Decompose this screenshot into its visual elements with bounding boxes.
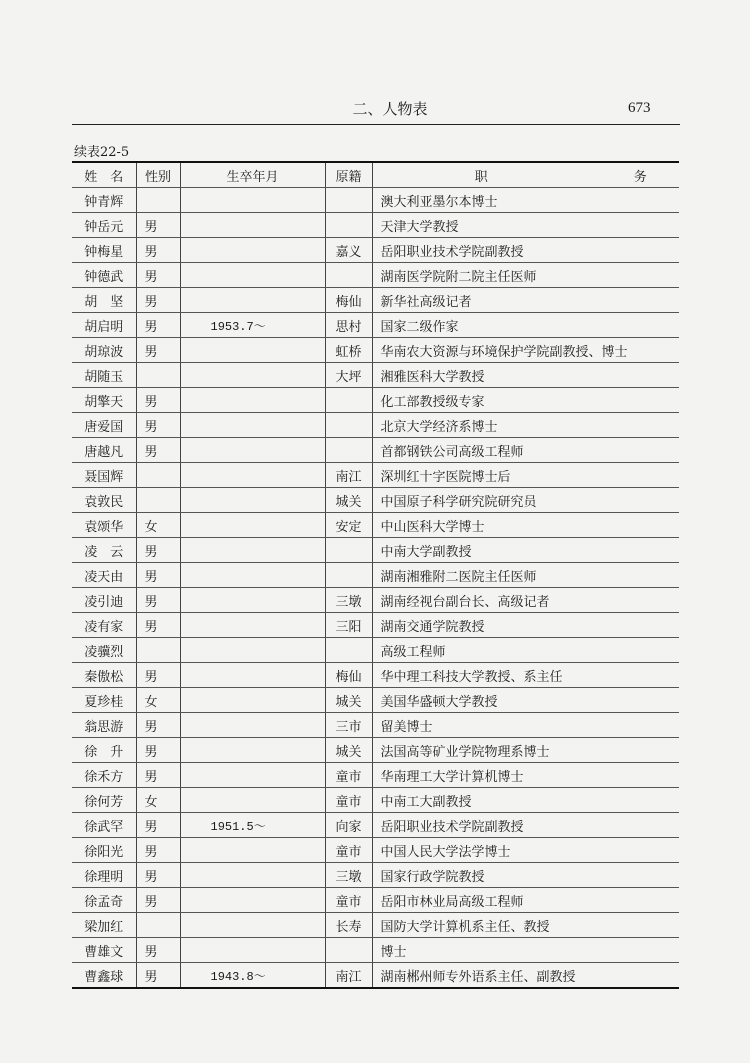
cell-person-name: 曹雄文 [72,938,136,963]
cell-position: 岳阳市林业局高级工程师 [372,888,679,913]
table-row [72,363,679,388]
cell-birth-death-dates [180,413,325,438]
cell-origin [325,538,372,563]
cell-origin [325,563,372,588]
cell-position: 新华社高级记者 [372,288,679,313]
cell-gender: 男 [136,888,180,913]
cell-gender: 男 [136,713,180,738]
cell-person-name: 胡擎天 [72,388,136,413]
cell-gender: 男 [136,538,180,563]
cell-birth-death-dates [180,463,325,488]
cell-gender [136,638,180,663]
cell-birth-death-dates [180,288,325,313]
table-row [72,838,679,863]
cell-origin: 童市 [325,838,372,863]
cell-origin [325,938,372,963]
cell-origin: 城关 [325,488,372,513]
cell-birth-death-dates [180,263,325,288]
header-rule [72,124,680,125]
cell-birth-death-dates: 1951.5～ [180,813,325,838]
cell-birth-death-dates [180,588,325,613]
cell-person-name: 秦傲松 [72,663,136,688]
cell-origin: 嘉义 [325,238,372,263]
cell-birth-death-dates [180,213,325,238]
column-header-name: 姓 名 [72,162,136,188]
cell-origin: 虹桥 [325,338,372,363]
cell-person-name: 凌骥烈 [72,638,136,663]
cell-position: 中南大学副教授 [372,538,679,563]
table-row [72,638,679,663]
cell-origin: 三墩 [325,588,372,613]
cell-position: 国家二级作家 [372,313,679,338]
cell-person-name: 夏珍桂 [72,688,136,713]
cell-position: 湖南经视台副台长、高级记者 [372,588,679,613]
table-body [72,188,679,989]
cell-birth-death-dates [180,188,325,213]
cell-origin: 南江 [325,963,372,989]
cell-birth-death-dates [180,713,325,738]
cell-person-name: 徐禾方 [72,763,136,788]
cell-birth-death-dates [180,238,325,263]
table-row [72,438,679,463]
cell-position: 岳阳职业技术学院副教授 [372,238,679,263]
section-title: 二、人物表 [352,100,428,118]
cell-birth-death-dates [180,863,325,888]
cell-person-name: 徐 升 [72,738,136,763]
cell-birth-death-dates [180,363,325,388]
cell-origin: 城关 [325,738,372,763]
cell-person-name: 凌引迪 [72,588,136,613]
cell-position: 湖南湘雅附二医院主任医师 [372,563,679,588]
table-row [72,588,679,613]
cell-person-name: 唐爱国 [72,413,136,438]
column-header-position-right: 务 [633,169,647,185]
cell-person-name: 钟青辉 [72,188,136,213]
table-row [72,663,679,688]
cell-gender: 男 [136,213,180,238]
table-row [72,513,679,538]
cell-origin: 童市 [325,788,372,813]
cell-origin: 三市 [325,713,372,738]
cell-person-name: 凌有家 [72,613,136,638]
cell-birth-death-dates [180,938,325,963]
cell-position: 岳阳职业技术学院副教授 [372,813,679,838]
cell-position: 天津大学教授 [372,213,679,238]
cell-position: 湖南交通学院教授 [372,613,679,638]
cell-origin [325,188,372,213]
cell-position: 湖南郴州师专外语系主任、副教授 [372,963,679,989]
cell-person-name: 唐越凡 [72,438,136,463]
cell-position: 湘雅医科大学教授 [372,363,679,388]
cell-origin: 梅仙 [325,663,372,688]
cell-position: 中国原子科学研究院研究员 [372,488,679,513]
cell-position: 深圳红十字医院博士后 [372,463,679,488]
cell-birth-death-dates [180,438,325,463]
cell-position: 首都钢铁公司高级工程师 [372,438,679,463]
cell-gender: 女 [136,788,180,813]
cell-birth-death-dates [180,763,325,788]
cell-origin [325,413,372,438]
table-row [72,688,679,713]
cell-person-name: 聂国辉 [72,463,136,488]
people-table [72,161,679,989]
cell-birth-death-dates [180,688,325,713]
cell-person-name: 胡启明 [72,313,136,338]
cell-origin: 城关 [325,688,372,713]
cell-person-name: 胡随玉 [72,363,136,388]
cell-person-name: 徐武罕 [72,813,136,838]
cell-birth-death-dates: 1953.7～ [180,313,325,338]
column-header-dates: 生卒年月 [180,162,325,188]
cell-position: 华南农大资源与环境保护学院副教授、博士 [372,338,679,363]
table-row [72,388,679,413]
cell-person-name: 徐孟奇 [72,888,136,913]
cell-origin: 童市 [325,763,372,788]
cell-origin: 安定 [325,513,372,538]
cell-gender: 男 [136,613,180,638]
column-header-position [372,162,679,188]
cell-birth-death-dates [180,913,325,938]
cell-gender: 男 [136,813,180,838]
table-row [72,963,679,989]
table-row [72,263,679,288]
cell-birth-death-dates: 1943.8～ [180,963,325,989]
cell-birth-death-dates [180,738,325,763]
cell-position: 中山医科大学博士 [372,513,679,538]
table-row [72,188,679,213]
cell-gender: 男 [136,938,180,963]
cell-birth-death-dates [180,338,325,363]
cell-person-name: 钟德武 [72,263,136,288]
cell-position: 北京大学经济系博士 [372,413,679,438]
cell-gender [136,913,180,938]
table-row [72,888,679,913]
cell-gender: 男 [136,438,180,463]
table-row [72,938,679,963]
cell-person-name: 袁颂华 [72,513,136,538]
cell-birth-death-dates [180,838,325,863]
cell-person-name: 胡琼波 [72,338,136,363]
cell-gender: 男 [136,738,180,763]
table-row [72,213,679,238]
table-row [72,238,679,263]
table-row [72,313,679,338]
cell-position: 美国华盛顿大学教授 [372,688,679,713]
table-row [72,763,679,788]
cell-gender [136,463,180,488]
cell-origin: 向家 [325,813,372,838]
cell-gender: 男 [136,588,180,613]
cell-position: 华中理工科技大学教授、系主任 [372,663,679,688]
cell-gender: 男 [136,288,180,313]
cell-position: 法国高等矿业学院物理系博士 [372,738,679,763]
cell-person-name: 钟岳元 [72,213,136,238]
page-number: 673 [628,100,651,116]
table-row [72,913,679,938]
cell-origin: 长寿 [325,913,372,938]
cell-person-name: 徐何芳 [72,788,136,813]
cell-birth-death-dates [180,388,325,413]
cell-position: 华南理工大学计算机博士 [372,763,679,788]
cell-gender [136,488,180,513]
cell-position: 留美博士 [372,713,679,738]
cell-birth-death-dates [180,888,325,913]
column-header-gender: 性别 [136,162,180,188]
cell-origin: 童市 [325,888,372,913]
table-header-row [72,162,679,188]
cell-gender: 男 [136,763,180,788]
column-header-origin: 原籍 [325,162,372,188]
cell-birth-death-dates [180,638,325,663]
cell-gender: 男 [136,263,180,288]
cell-origin: 大坪 [325,363,372,388]
cell-gender: 男 [136,338,180,363]
cell-position: 国防大学计算机系主任、教授 [372,913,679,938]
column-header-position-left: 职 [474,169,488,185]
cell-gender: 男 [136,313,180,338]
cell-person-name: 翁思游 [72,713,136,738]
cell-position: 化工部教授级专家 [372,388,679,413]
cell-origin [325,638,372,663]
cell-position: 湖南医学院附二院主任医师 [372,263,679,288]
cell-gender [136,363,180,388]
cell-position: 中南工大副教授 [372,788,679,813]
cell-person-name: 徐阳光 [72,838,136,863]
cell-birth-death-dates [180,788,325,813]
table-row [72,563,679,588]
cell-origin: 三墩 [325,863,372,888]
cell-birth-death-dates [180,513,325,538]
cell-position: 高级工程师 [372,638,679,663]
table-row [72,863,679,888]
cell-gender: 男 [136,413,180,438]
cell-birth-death-dates [180,563,325,588]
cell-person-name: 胡 坚 [72,288,136,313]
cell-birth-death-dates [180,663,325,688]
cell-gender [136,188,180,213]
cell-person-name: 袁敦民 [72,488,136,513]
table-row [72,338,679,363]
table-row [72,538,679,563]
table-row [72,738,679,763]
cell-birth-death-dates [180,538,325,563]
cell-position: 澳大利亚墨尔本博士 [372,188,679,213]
cell-position: 中国人民大学法学博士 [372,838,679,863]
cell-person-name: 凌天由 [72,563,136,588]
cell-gender: 男 [136,838,180,863]
cell-birth-death-dates [180,488,325,513]
table-row [72,788,679,813]
cell-position: 国家行政学院教授 [372,863,679,888]
cell-origin: 梅仙 [325,288,372,313]
cell-gender: 男 [136,238,180,263]
cell-gender: 男 [136,963,180,989]
table-row [72,463,679,488]
cell-origin: 思村 [325,313,372,338]
cell-person-name: 曹鑫球 [72,963,136,989]
cell-position: 博士 [372,938,679,963]
table-row [72,713,679,738]
table-row [72,813,679,838]
cell-origin [325,388,372,413]
cell-person-name: 梁加红 [72,913,136,938]
cell-person-name: 凌 云 [72,538,136,563]
cell-origin [325,263,372,288]
cell-birth-death-dates [180,613,325,638]
table-caption: 续表22-5 [74,145,130,160]
cell-origin: 三阳 [325,613,372,638]
cell-person-name: 钟梅星 [72,238,136,263]
cell-origin: 南江 [325,463,372,488]
cell-origin [325,213,372,238]
cell-person-name: 徐理明 [72,863,136,888]
table-row [72,488,679,513]
cell-gender: 男 [136,863,180,888]
table-row [72,413,679,438]
cell-gender: 男 [136,663,180,688]
cell-gender: 男 [136,563,180,588]
table-row [72,613,679,638]
table-row [72,288,679,313]
cell-origin [325,438,372,463]
cell-gender: 女 [136,688,180,713]
cell-gender: 女 [136,513,180,538]
cell-gender: 男 [136,388,180,413]
